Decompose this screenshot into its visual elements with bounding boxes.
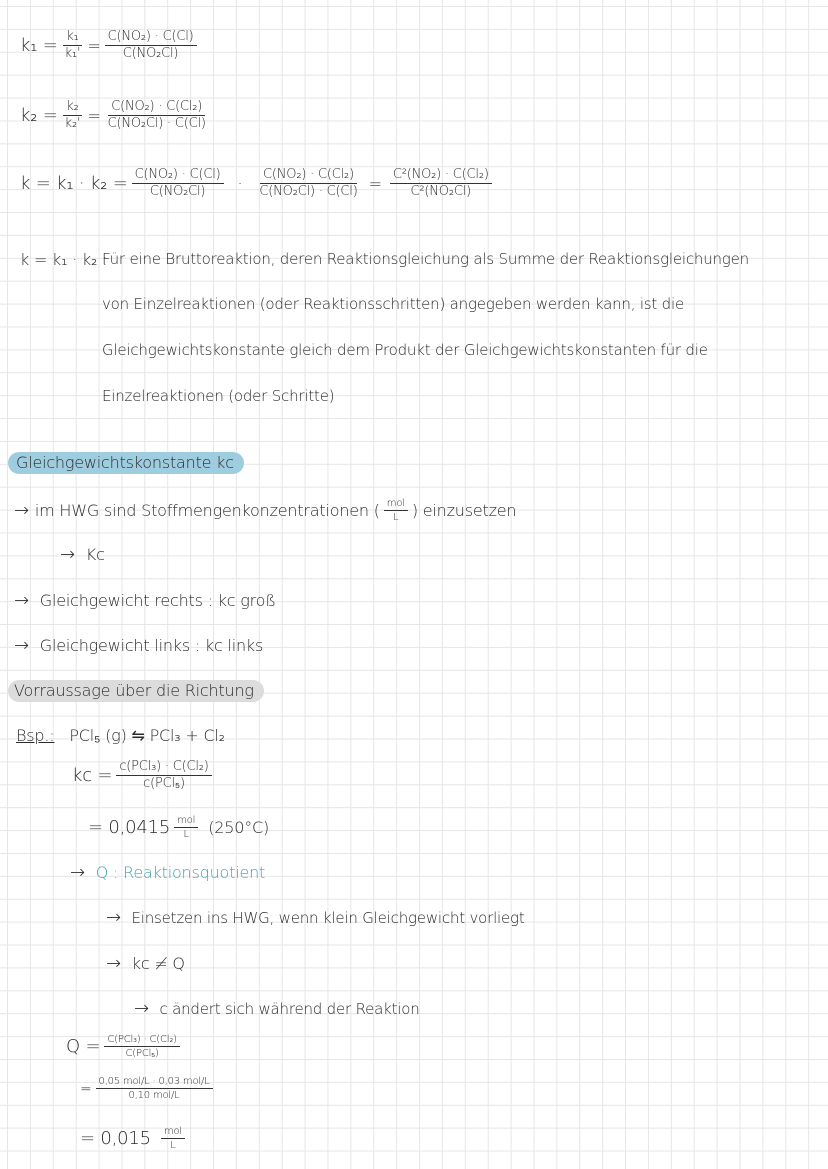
q-fraction: $\frac{\text{C(PCl₃) · C(Cl₂)}}{\text{C(PCl₅)}}$ [104,1034,179,1059]
section-heading-kc: Gleichgewichtskonstante kc [8,453,244,472]
q-sub-bullet-2: → kc ≠ Q [106,953,185,974]
q-sub-bullet-3: → c ändert sich während der Reaktion [134,998,420,1019]
q-expression: Q = $\frac{\text{C(PCl₃) · C(Cl₂)}}{\text{C(PCl₅)}}$ [66,1034,184,1059]
arrow-icon: → [106,907,121,928]
kc-expression: kc = $\frac{\text{c(PCl₃) · C(Cl₂)}}{\text{c(PCl₅)}}$ [72,760,216,792]
q-substitution: = $\frac{\text{0,05 mol/L · 0,03 mol/L}}{\text{0,10 mol/L}}$ [80,1076,217,1101]
kc-sub-bullet: → Kc [60,544,105,565]
rule-line-4: Einzelreaktionen (oder Schritte) [102,387,335,405]
arrow-icon: → [14,500,29,521]
equation-k2: k₂ = $\frac{\text{k₂}}{\text{k₂'}}$ = $\frac{\text{C(NO₂) · C(Cl₂)}}{\text{C(NO₂Cl) · C(Cl)}}$ [20,100,213,132]
q-result: = 0,015 $\frac{\text{mol}}{L}$ [80,1126,189,1151]
example-label: Bsp.: [16,726,55,745]
q-definition: → Q : Reaktionsquotient [70,862,266,883]
k-total-fraction-3: $\frac{\text{C²(NO₂) · C(Cl₂)}}{\text{C²(NO₂Cl)}}$ [390,168,492,200]
kc-fraction: $\frac{\text{c(PCl₃) · C(Cl₂)}}{\text{c(PCl₅)}}$ [116,760,211,792]
k2-ratio: $\frac{\text{k₂}}{\text{k₂'}}$ [64,99,81,132]
kc-bullet-3: → Gleichgewicht links : kc links [14,635,264,656]
k1-ratio: $\frac{\text{k₁}}{\text{k₁'}}$ [64,29,81,62]
kc-value: = 0,0415 $\frac{\text{mol}}{L}$ (250°C) [88,815,270,840]
arrow-icon: → [14,635,29,656]
unit-mol-per-l: $\frac{\text{mol}}{L}$ [161,1126,185,1151]
k1-fraction: $\frac{\text{C(NO₂) · C(Cl)}}{\text{C(NO₂Cl)}}$ [105,30,197,62]
unit-mol-per-l: $\frac{\text{mol}}{L}$ [384,498,408,523]
reaction-equation: PCl₅ (g) ⇋ PCl₃ + Cl₂ [69,726,225,745]
arrow-icon: → [70,862,85,883]
rule-line-1: Für eine Bruttoreaktion, deren Reaktionsgleichung als Summe der Reaktionsgleichungen [102,250,749,268]
k2-fraction: $\frac{\text{C(NO₂) · C(Cl₂)}}{\text{C(NO₂Cl) · C(Cl)}}$ [107,99,206,132]
kc-bullet-1: → im HWG sind Stoffmengenkonzentrationen ( $\frac{\text{mol}}{L}$ ) einzusetzen [14,498,517,523]
equation-k-total: k = k₁ · k₂ = $\frac{\text{C(NO₂) · C(Cl)}}{\text{C(NO₂Cl)}}$ · $\frac{\text{C(NO₂) · C(Cl₂)}}{\text{C(NO₂Cl) · C(Cl)}}$ = $\frac{\text{C²(NO₂) · C(Cl₂)}}{\text{C²(NO₂Cl)}}$ [20,168,496,200]
q-sub-bullet-1: → Einsetzen ins HWG, wenn klein Gleichgewicht vorliegt [106,907,525,928]
arrow-icon: → [14,590,29,611]
section-heading-direction: Vorraussage über die Richtung [8,681,264,700]
k-total-lhs: k = k₁ · k₂ = [20,173,128,195]
k1-lhs: k₁ = [20,35,58,57]
k-total-fraction-1: $\frac{\text{C(NO₂) · C(Cl)}}{\text{C(NO₂Cl)}}$ [132,168,224,200]
example-reaction [16,726,225,746]
rule-line-2: von Einzelreaktionen (oder Reaktionsschritten) angegeben werden kann, ist die [102,295,684,313]
q-substitution-fraction: $\frac{\text{0,05 mol/L · 0,03 mol/L}}{\text{0,10 mol/L}}$ [96,1076,213,1101]
kc-bullet-2: → Gleichgewicht rechts : kc groß [14,590,276,611]
rule-lhs: k = k₁ · k₂ : [20,250,108,269]
k-total-fraction-2: $\frac{\text{C(NO₂) · C(Cl₂)}}{\text{C(NO₂Cl) · C(Cl)}}$ [259,167,358,200]
unit-mol-per-l: $\frac{\text{mol}}{L}$ [174,815,198,840]
k2-lhs: k₂ = [20,105,58,127]
rule-line-3: Gleichgewichtskonstante gleich dem Produkt der Gleichgewichtskonstanten für die [102,341,708,359]
arrow-icon: → [60,544,75,565]
arrow-icon: → [134,998,149,1019]
arrow-icon: → [106,953,121,974]
equation-k1: k₁ = $\frac{\text{k₁}}{\text{k₁'}}$ = $\frac{\text{C(NO₂) · C(Cl)}}{\text{C(NO₂Cl)}}$ [20,30,201,62]
